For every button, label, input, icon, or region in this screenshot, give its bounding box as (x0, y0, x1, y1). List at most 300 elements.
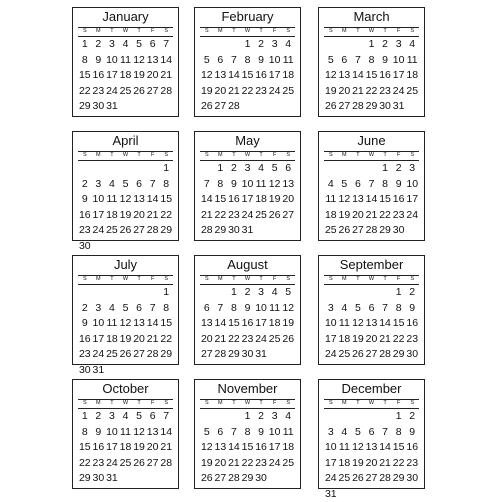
empty-day-cell (146, 285, 160, 301)
day-cell: 24 (324, 471, 338, 487)
weekday-header: T (254, 152, 268, 160)
day-cell: 11 (105, 316, 119, 332)
day-cell: 15 (241, 68, 255, 84)
day-cell: 14 (351, 68, 365, 84)
empty-day-cell (92, 285, 106, 301)
weekday-header: T (378, 400, 392, 408)
day-cell: 17 (405, 192, 419, 208)
day-grid (200, 285, 295, 363)
weekday-header: T (351, 152, 365, 160)
month-december (318, 379, 425, 489)
day-cell: 17 (324, 456, 338, 472)
weekday-header: F (146, 152, 160, 160)
weekday-header-row (200, 275, 295, 285)
day-cell: 30 (227, 223, 241, 239)
weekday-header-row (200, 27, 295, 37)
weekday-header: W (119, 28, 133, 36)
day-cell: 3 (405, 161, 419, 177)
day-cell: 11 (324, 192, 338, 208)
day-cell: 29 (392, 471, 406, 487)
weekday-header: M (214, 152, 228, 160)
day-cell: 9 (78, 192, 92, 208)
day-cell: 2 (254, 409, 268, 425)
weekday-header: F (146, 28, 160, 36)
empty-day-cell (214, 409, 228, 425)
day-cell: 15 (78, 68, 92, 84)
empty-day-cell (132, 285, 146, 301)
day-cell: 9 (227, 177, 241, 193)
day-cell: 5 (119, 301, 133, 317)
day-cell: 16 (78, 208, 92, 224)
day-cell: 15 (365, 68, 379, 84)
day-cell: 25 (254, 208, 268, 224)
day-grid (78, 161, 173, 254)
day-cell: 16 (378, 68, 392, 84)
day-cell: 24 (254, 332, 268, 348)
weekday-header: T (105, 400, 119, 408)
weekday-header: T (227, 400, 241, 408)
day-cell: 17 (254, 316, 268, 332)
day-cell: 22 (241, 84, 255, 100)
day-cell: 4 (281, 37, 295, 53)
day-cell: 25 (324, 223, 338, 239)
day-cell: 26 (351, 347, 365, 363)
day-cell: 18 (268, 316, 282, 332)
day-cell: 6 (214, 53, 228, 69)
day-cell: 10 (254, 301, 268, 317)
day-cell: 11 (338, 440, 352, 456)
day-cell: 23 (92, 456, 106, 472)
day-cell: 24 (392, 84, 406, 100)
day-cell: 16 (392, 192, 406, 208)
day-cell: 16 (254, 68, 268, 84)
day-cell: 8 (214, 177, 228, 193)
weekday-header: M (338, 152, 352, 160)
day-cell: 5 (281, 285, 295, 301)
day-cell: 28 (351, 99, 365, 115)
weekday-header: T (105, 152, 119, 160)
weekday-header: T (227, 276, 241, 284)
weekday-header-row (200, 151, 295, 161)
day-cell: 20 (146, 68, 160, 84)
day-cell: 4 (281, 409, 295, 425)
day-cell: 28 (378, 347, 392, 363)
day-cell: 20 (132, 208, 146, 224)
day-cell: 6 (146, 37, 160, 53)
day-cell: 19 (200, 84, 214, 100)
day-cell: 15 (392, 316, 406, 332)
day-grid (324, 37, 419, 115)
weekday-header-row (324, 151, 419, 161)
day-cell: 13 (132, 192, 146, 208)
day-cell: 13 (132, 316, 146, 332)
day-cell: 23 (254, 456, 268, 472)
weekday-header-row (200, 399, 295, 409)
day-cell: 8 (392, 425, 406, 441)
day-cell: 14 (146, 316, 160, 332)
day-cell: 26 (351, 471, 365, 487)
day-cell: 4 (324, 177, 338, 193)
day-cell: 29 (365, 99, 379, 115)
day-cell: 8 (159, 301, 173, 317)
day-cell: 25 (105, 347, 119, 363)
day-cell: 7 (159, 409, 173, 425)
day-cell: 30 (78, 363, 92, 379)
day-cell: 9 (78, 316, 92, 332)
day-cell: 21 (159, 68, 173, 84)
day-cell: 9 (254, 425, 268, 441)
day-cell: 11 (338, 316, 352, 332)
day-cell: 26 (119, 347, 133, 363)
empty-day-cell (227, 37, 241, 53)
day-cell: 13 (365, 440, 379, 456)
day-cell: 12 (132, 53, 146, 69)
day-cell: 31 (254, 347, 268, 363)
empty-day-cell (214, 37, 228, 53)
month-name: November (195, 380, 300, 397)
day-grid (200, 37, 295, 115)
day-cell: 26 (338, 223, 352, 239)
day-cell: 23 (227, 208, 241, 224)
day-cell: 22 (214, 208, 228, 224)
day-cell: 7 (378, 425, 392, 441)
day-cell: 19 (268, 192, 282, 208)
day-grid (200, 161, 295, 239)
day-cell: 4 (254, 161, 268, 177)
weekday-header: S (405, 28, 419, 36)
day-cell: 8 (227, 301, 241, 317)
day-cell: 31 (105, 99, 119, 115)
day-cell: 3 (254, 285, 268, 301)
day-cell: 3 (324, 425, 338, 441)
day-cell: 27 (214, 99, 228, 115)
day-cell: 27 (281, 208, 295, 224)
empty-day-cell (200, 409, 214, 425)
day-cell: 27 (146, 456, 160, 472)
day-cell: 31 (324, 487, 338, 502)
day-cell: 9 (241, 301, 255, 317)
day-cell: 30 (405, 471, 419, 487)
weekday-header-row (78, 399, 173, 409)
day-cell: 20 (365, 332, 379, 348)
empty-day-cell (132, 161, 146, 177)
empty-day-cell (78, 285, 92, 301)
day-cell: 8 (392, 301, 406, 317)
day-cell: 29 (78, 99, 92, 115)
month-name: January (73, 8, 178, 25)
day-cell: 8 (78, 53, 92, 69)
day-cell: 2 (254, 37, 268, 53)
day-cell: 2 (78, 301, 92, 317)
day-cell: 26 (132, 456, 146, 472)
day-cell: 3 (392, 37, 406, 53)
weekday-header: T (351, 276, 365, 284)
empty-day-cell (338, 409, 352, 425)
weekday-header-row (78, 151, 173, 161)
day-cell: 7 (159, 37, 173, 53)
weekday-header: S (281, 28, 295, 36)
day-cell: 23 (78, 223, 92, 239)
day-cell: 18 (105, 332, 119, 348)
empty-day-cell (105, 285, 119, 301)
day-cell: 3 (92, 177, 106, 193)
day-cell: 19 (324, 84, 338, 100)
day-cell: 21 (200, 208, 214, 224)
day-cell: 20 (351, 208, 365, 224)
day-cell: 25 (281, 456, 295, 472)
day-cell: 1 (392, 409, 406, 425)
month-name: August (195, 256, 300, 273)
day-cell: 17 (268, 68, 282, 84)
day-cell: 26 (119, 223, 133, 239)
weekday-header: W (365, 400, 379, 408)
weekday-header: S (159, 276, 173, 284)
empty-day-cell (227, 409, 241, 425)
day-cell: 15 (159, 192, 173, 208)
day-cell: 13 (146, 425, 160, 441)
day-cell: 8 (378, 177, 392, 193)
empty-day-cell (338, 161, 352, 177)
weekday-header: M (214, 276, 228, 284)
empty-day-cell (378, 409, 392, 425)
day-cell: 23 (392, 208, 406, 224)
day-cell: 13 (281, 177, 295, 193)
day-cell: 23 (78, 347, 92, 363)
day-cell: 28 (214, 347, 228, 363)
day-cell: 5 (338, 177, 352, 193)
day-cell: 8 (241, 53, 255, 69)
day-grid (324, 285, 419, 363)
weekday-header: F (392, 400, 406, 408)
day-cell: 1 (241, 409, 255, 425)
empty-day-cell (119, 285, 133, 301)
day-cell: 11 (105, 192, 119, 208)
day-grid (324, 161, 419, 239)
day-cell: 1 (378, 161, 392, 177)
month-october (72, 379, 179, 489)
day-cell: 29 (241, 471, 255, 487)
day-cell: 7 (214, 301, 228, 317)
month-november (194, 379, 301, 489)
day-cell: 5 (324, 53, 338, 69)
day-cell: 4 (405, 37, 419, 53)
empty-day-cell (200, 285, 214, 301)
day-cell: 24 (324, 347, 338, 363)
day-cell: 2 (405, 285, 419, 301)
weekday-header: S (78, 152, 92, 160)
day-cell: 12 (200, 68, 214, 84)
day-cell: 11 (254, 177, 268, 193)
day-cell: 23 (378, 84, 392, 100)
day-cell: 7 (200, 177, 214, 193)
day-cell: 24 (105, 456, 119, 472)
day-cell: 4 (119, 37, 133, 53)
day-cell: 2 (241, 285, 255, 301)
day-cell: 29 (214, 223, 228, 239)
day-cell: 5 (200, 425, 214, 441)
day-cell: 28 (146, 223, 160, 239)
day-cell: 13 (365, 316, 379, 332)
day-cell: 7 (365, 177, 379, 193)
month-may (194, 131, 301, 241)
day-cell: 6 (351, 177, 365, 193)
day-cell: 24 (241, 208, 255, 224)
day-cell: 3 (268, 37, 282, 53)
empty-day-cell (338, 285, 352, 301)
day-cell: 1 (227, 285, 241, 301)
day-cell: 2 (405, 409, 419, 425)
day-cell: 4 (105, 301, 119, 317)
day-cell: 11 (119, 53, 133, 69)
empty-day-cell (324, 37, 338, 53)
day-cell: 15 (78, 440, 92, 456)
day-cell: 19 (132, 440, 146, 456)
day-cell: 18 (338, 332, 352, 348)
day-cell: 21 (227, 84, 241, 100)
weekday-header: S (324, 28, 338, 36)
weekday-header: T (132, 276, 146, 284)
day-cell: 26 (324, 99, 338, 115)
day-cell: 14 (200, 192, 214, 208)
day-cell: 29 (392, 347, 406, 363)
weekday-header-row (78, 275, 173, 285)
day-cell: 25 (281, 84, 295, 100)
day-cell: 23 (405, 332, 419, 348)
day-cell: 4 (268, 285, 282, 301)
weekday-header: T (378, 276, 392, 284)
month-name: June (319, 132, 424, 149)
day-cell: 14 (227, 68, 241, 84)
day-cell: 25 (119, 84, 133, 100)
weekday-header-row (78, 27, 173, 37)
weekday-header: F (392, 276, 406, 284)
day-cell: 22 (392, 456, 406, 472)
day-cell: 12 (351, 316, 365, 332)
weekday-header-row (324, 275, 419, 285)
day-cell: 2 (92, 409, 106, 425)
day-cell: 18 (281, 68, 295, 84)
day-cell: 22 (159, 208, 173, 224)
weekday-header: S (324, 400, 338, 408)
day-cell: 3 (268, 409, 282, 425)
day-cell: 25 (338, 471, 352, 487)
empty-day-cell (119, 161, 133, 177)
day-cell: 21 (378, 456, 392, 472)
day-grid (78, 285, 173, 378)
day-cell: 22 (241, 456, 255, 472)
empty-day-cell (146, 161, 160, 177)
day-cell: 4 (119, 409, 133, 425)
day-cell: 30 (241, 347, 255, 363)
day-cell: 3 (92, 301, 106, 317)
day-cell: 16 (241, 316, 255, 332)
empty-day-cell (214, 285, 228, 301)
day-cell: 17 (105, 440, 119, 456)
day-cell: 17 (105, 68, 119, 84)
day-cell: 22 (227, 332, 241, 348)
day-cell: 27 (132, 223, 146, 239)
weekday-header: T (227, 152, 241, 160)
day-cell: 31 (105, 471, 119, 487)
day-cell: 14 (227, 440, 241, 456)
day-cell: 21 (146, 332, 160, 348)
day-cell: 21 (351, 84, 365, 100)
weekday-header: T (378, 28, 392, 36)
day-cell: 10 (92, 316, 106, 332)
day-cell: 21 (365, 208, 379, 224)
day-cell: 27 (214, 471, 228, 487)
day-cell: 17 (241, 192, 255, 208)
weekday-header: T (351, 400, 365, 408)
day-cell: 22 (365, 84, 379, 100)
weekday-header: T (351, 28, 365, 36)
day-cell: 15 (159, 316, 173, 332)
weekday-header: T (132, 400, 146, 408)
weekday-header: S (281, 276, 295, 284)
day-cell: 14 (214, 316, 228, 332)
weekday-header: W (365, 28, 379, 36)
day-cell: 18 (254, 192, 268, 208)
day-cell: 31 (92, 363, 106, 379)
weekday-header: T (254, 276, 268, 284)
weekday-header: S (281, 152, 295, 160)
day-cell: 27 (351, 223, 365, 239)
weekday-header: W (241, 276, 255, 284)
day-cell: 20 (200, 332, 214, 348)
weekday-header: F (146, 276, 160, 284)
month-march (318, 7, 425, 117)
day-cell: 28 (365, 223, 379, 239)
weekday-header: S (324, 276, 338, 284)
day-cell: 30 (92, 99, 106, 115)
day-cell: 14 (365, 192, 379, 208)
day-cell: 21 (227, 456, 241, 472)
weekday-header: S (159, 400, 173, 408)
day-cell: 27 (146, 84, 160, 100)
day-cell: 1 (392, 285, 406, 301)
weekday-header: F (146, 400, 160, 408)
day-cell: 10 (268, 425, 282, 441)
day-cell: 17 (92, 332, 106, 348)
weekday-header: S (159, 152, 173, 160)
day-cell: 18 (324, 208, 338, 224)
day-cell: 9 (392, 177, 406, 193)
day-cell: 29 (227, 347, 241, 363)
day-cell: 3 (324, 301, 338, 317)
weekday-header: W (241, 28, 255, 36)
day-cell: 9 (378, 53, 392, 69)
weekday-header: T (105, 28, 119, 36)
day-cell: 15 (392, 440, 406, 456)
day-cell: 8 (241, 425, 255, 441)
day-cell: 16 (92, 440, 106, 456)
day-grid (324, 409, 419, 502)
weekday-header: F (268, 152, 282, 160)
day-cell: 12 (281, 301, 295, 317)
empty-day-cell (351, 37, 365, 53)
day-cell: 29 (78, 471, 92, 487)
day-cell: 29 (159, 347, 173, 363)
day-cell: 26 (132, 84, 146, 100)
weekday-header: S (200, 152, 214, 160)
day-cell: 21 (378, 332, 392, 348)
weekday-header: W (119, 276, 133, 284)
weekday-header-row (324, 399, 419, 409)
day-cell: 1 (365, 37, 379, 53)
day-cell: 9 (254, 53, 268, 69)
day-cell: 30 (392, 223, 406, 239)
weekday-header: S (405, 276, 419, 284)
